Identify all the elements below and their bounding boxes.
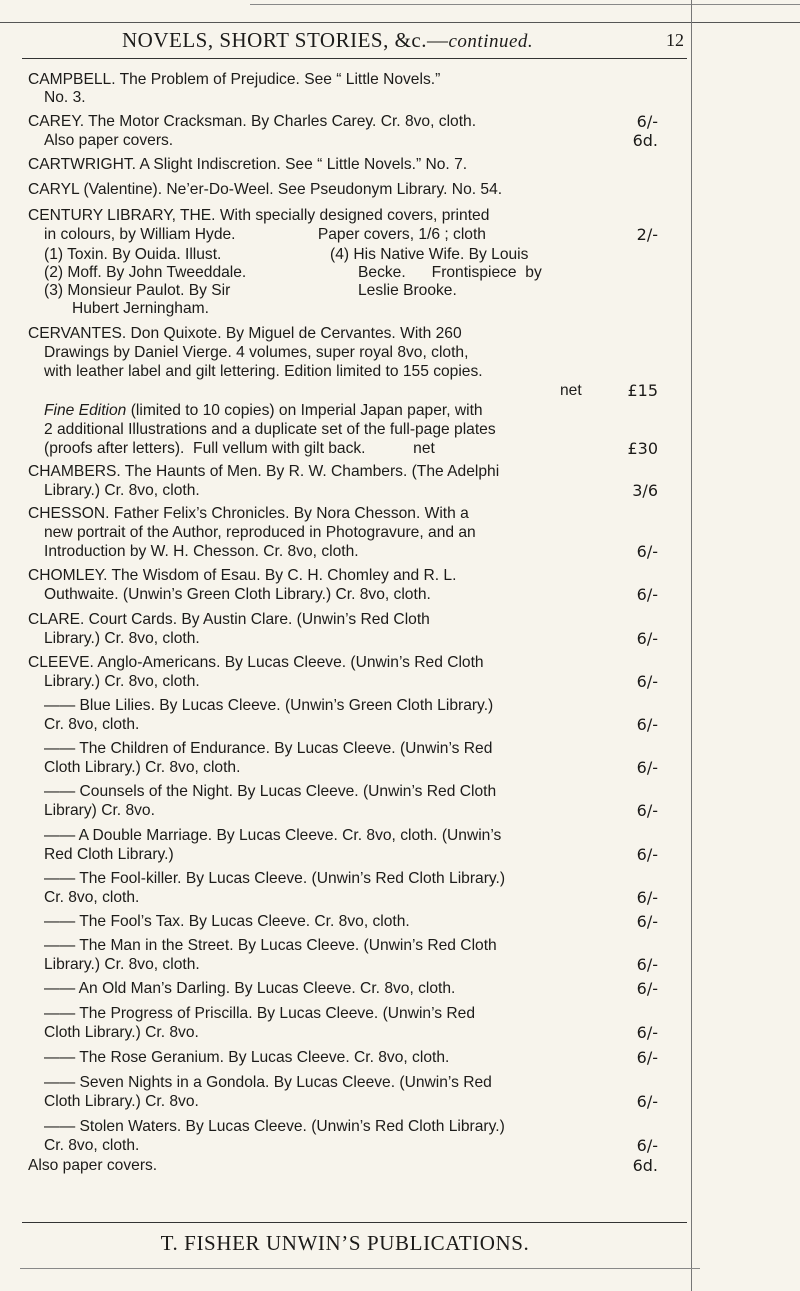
entry-line: Fine Edition (limited to 10 copies) on Imperial Japan paper, with [44,402,483,419]
series-item: (3) Monsieur Paulot. By Sir [44,282,231,299]
entry-line: —— A Double Marriage. By Lucas Cleeve. Cr. 8vo, cloth. (Unwin’s [44,827,502,844]
entry-line: Cloth Library.) Cr. 8vo. [44,1024,199,1041]
series-item: Becke. Frontispiece by [358,264,542,281]
publisher-footer: T. FISHER UNWIN’S PUBLICATIONS. [160,1231,530,1255]
entry-line: —— Stolen Waters. By Lucas Cleeve. (Unwin’s Red Cloth Library.) [44,1118,505,1135]
entry-line: —— The Fool’s Tax. By Lucas Cleeve. Cr. 8vo, cloth. [44,913,410,930]
price: 3/6 [632,481,658,500]
right-page-border [691,0,692,1291]
price: 6/- [636,112,658,131]
price: 6/- [636,912,658,931]
price: 6/- [636,979,658,998]
entry-line: Cr. 8vo, cloth. [44,716,140,733]
entry-line: Library.) Cr. 8vo, cloth. [44,482,200,499]
fine-edition-label: Fine Edition [44,402,127,419]
entry-line: new portrait of the Author, reproduced in Photogravure, and an [44,524,476,541]
header-rule [22,58,687,59]
entry-line: in colours, by William Hyde. Paper covers, 1/6 ; cloth [44,226,486,243]
entry-line: CARTWRIGHT. A Slight Indiscretion. See “ Little Novels.” No. 7. [28,156,468,173]
entry-line: Cloth Library.) Cr. 8vo. [44,1093,199,1110]
entry-line: (proofs after letters). Full vellum with gilt back. net [44,440,435,457]
entry-line: No. 3. [44,89,86,106]
price: 6/- [636,629,658,648]
price: 6/- [636,888,658,907]
entry-line: CHAMBERS. The Haunts of Men. By R. W. Chambers. (The Adelphi [28,463,500,480]
top-edge-rule [250,4,800,5]
series-item: (1) Toxin. By Ouida. Illust. [44,246,222,263]
price: 6/- [636,758,658,777]
entry-line: —— Seven Nights in a Gondola. By Lucas Cleeve. (Unwin’s Red [44,1074,492,1091]
series-item: Hubert Jerningham. [72,300,209,317]
entry-line: Drawings by Daniel Vierge. 4 volumes, super royal 8vo, cloth, [44,344,469,361]
price: 6/- [636,1136,658,1155]
net-label: net [560,382,582,399]
series-item: (4) His Native Wife. By Louis [330,246,529,263]
entry-line: —— Blue Lilies. By Lucas Cleeve. (Unwin’s Green Cloth Library.) [44,697,494,714]
price: £15 [627,381,658,400]
bottom-rule [20,1268,700,1269]
entry-line: Cr. 8vo, cloth. [44,889,140,906]
entry-line: —— The Children of Endurance. By Lucas Cleeve. (Unwin’s Red [44,740,493,757]
price: 6/- [636,715,658,734]
series-item: Leslie Brooke. [358,282,457,299]
price: 6/- [636,585,658,604]
page-number: 12 [666,30,684,50]
entry-line: Cr. 8vo, cloth. [44,1137,140,1154]
price: 6/- [636,845,658,864]
entry-line: CLARE. Court Cards. By Austin Clare. (Unwin’s Red Cloth [28,611,430,628]
price: 6/- [636,542,658,561]
price: 6/- [636,1092,658,1111]
entry-line: CHOMLEY. The Wisdom of Esau. By C. H. Chomley and R. L. [28,567,457,584]
price: 2/- [636,225,658,244]
entry-line: Red Cloth Library.) [44,846,174,863]
entry-line: CAREY. The Motor Cracksman. By Charles Carey. Cr. 8vo, cloth. [28,113,477,130]
running-header [0,24,800,58]
price: 6d. [632,1156,658,1175]
entry-line: Cloth Library.) Cr. 8vo, cloth. [44,759,241,776]
header-top-rule [0,22,800,23]
entry-line: Also paper covers. [44,132,174,149]
entry-line: Introduction by W. H. Chesson. Cr. 8vo, cloth. [44,543,359,560]
entry-line: —— The Rose Geranium. By Lucas Cleeve. Cr. 8vo, cloth. [44,1049,450,1066]
price: 6/- [636,1048,658,1067]
price: 6d. [632,131,658,150]
entry-line: Library.) Cr. 8vo, cloth. [44,630,200,647]
price: £30 [627,439,658,458]
entry-line: Library.) Cr. 8vo, cloth. [44,956,200,973]
entry-line: CAMPBELL. The Problem of Prejudice. See “ Little Novels.” [28,71,441,88]
entry-line: 2 additional Illustrations and a duplicate set of the full-page plates [44,421,496,438]
price: 6/- [636,1023,658,1042]
entry-line: CENTURY LIBRARY, THE. With specially designed covers, printed [28,207,490,224]
entry-line: Also paper covers. [28,1157,158,1174]
entry-line: —— Counsels of the Night. By Lucas Cleeve. (Unwin’s Red Cloth [44,783,497,800]
entry-line: Outhwaite. (Unwin’s Green Cloth Library.) Cr. 8vo, cloth. [44,586,431,603]
entry-line: CERVANTES. Don Quixote. By Miguel de Cervantes. With 260 [28,325,462,342]
entry-line: Library.) Cr. 8vo, cloth. [44,673,200,690]
price: 6/- [636,955,658,974]
entry-line: Library) Cr. 8vo. [44,802,155,819]
entry-line: CHESSON. Father Felix’s Chronicles. By Nora Chesson. With a [28,505,469,522]
price: 6/- [636,672,658,691]
entry-line: CARYL (Valentine). Ne’er-Do-Weel. See Pseudonym Library. No. 54. [28,181,503,198]
entry-line: —— The Progress of Priscilla. By Lucas Cleeve. (Unwin’s Red [44,1005,476,1022]
series-item: (2) Moff. By John Tweeddale. [44,264,247,281]
entry-line: —— An Old Man’s Darling. By Lucas Cleeve. Cr. 8vo, cloth. [44,980,456,997]
entry-line: CLEEVE. Anglo-Americans. By Lucas Cleeve. (Unwin’s Red Cloth [28,654,484,671]
header-title: NOVELS, SHORT STORIES, &c.—continued. [122,28,534,52]
price: 6/- [636,801,658,820]
footer-rule [22,1222,687,1223]
entry-line: —— The Fool-killer. By Lucas Cleeve. (Unwin’s Red Cloth Library.) [44,870,506,887]
entry-line: —— The Man in the Street. By Lucas Cleeve. (Unwin’s Red Cloth [44,937,497,954]
entry-line: with leather label and gilt lettering. Edition limited to 155 copies. [44,363,483,380]
header-title-suffix: continued. [448,31,534,52]
